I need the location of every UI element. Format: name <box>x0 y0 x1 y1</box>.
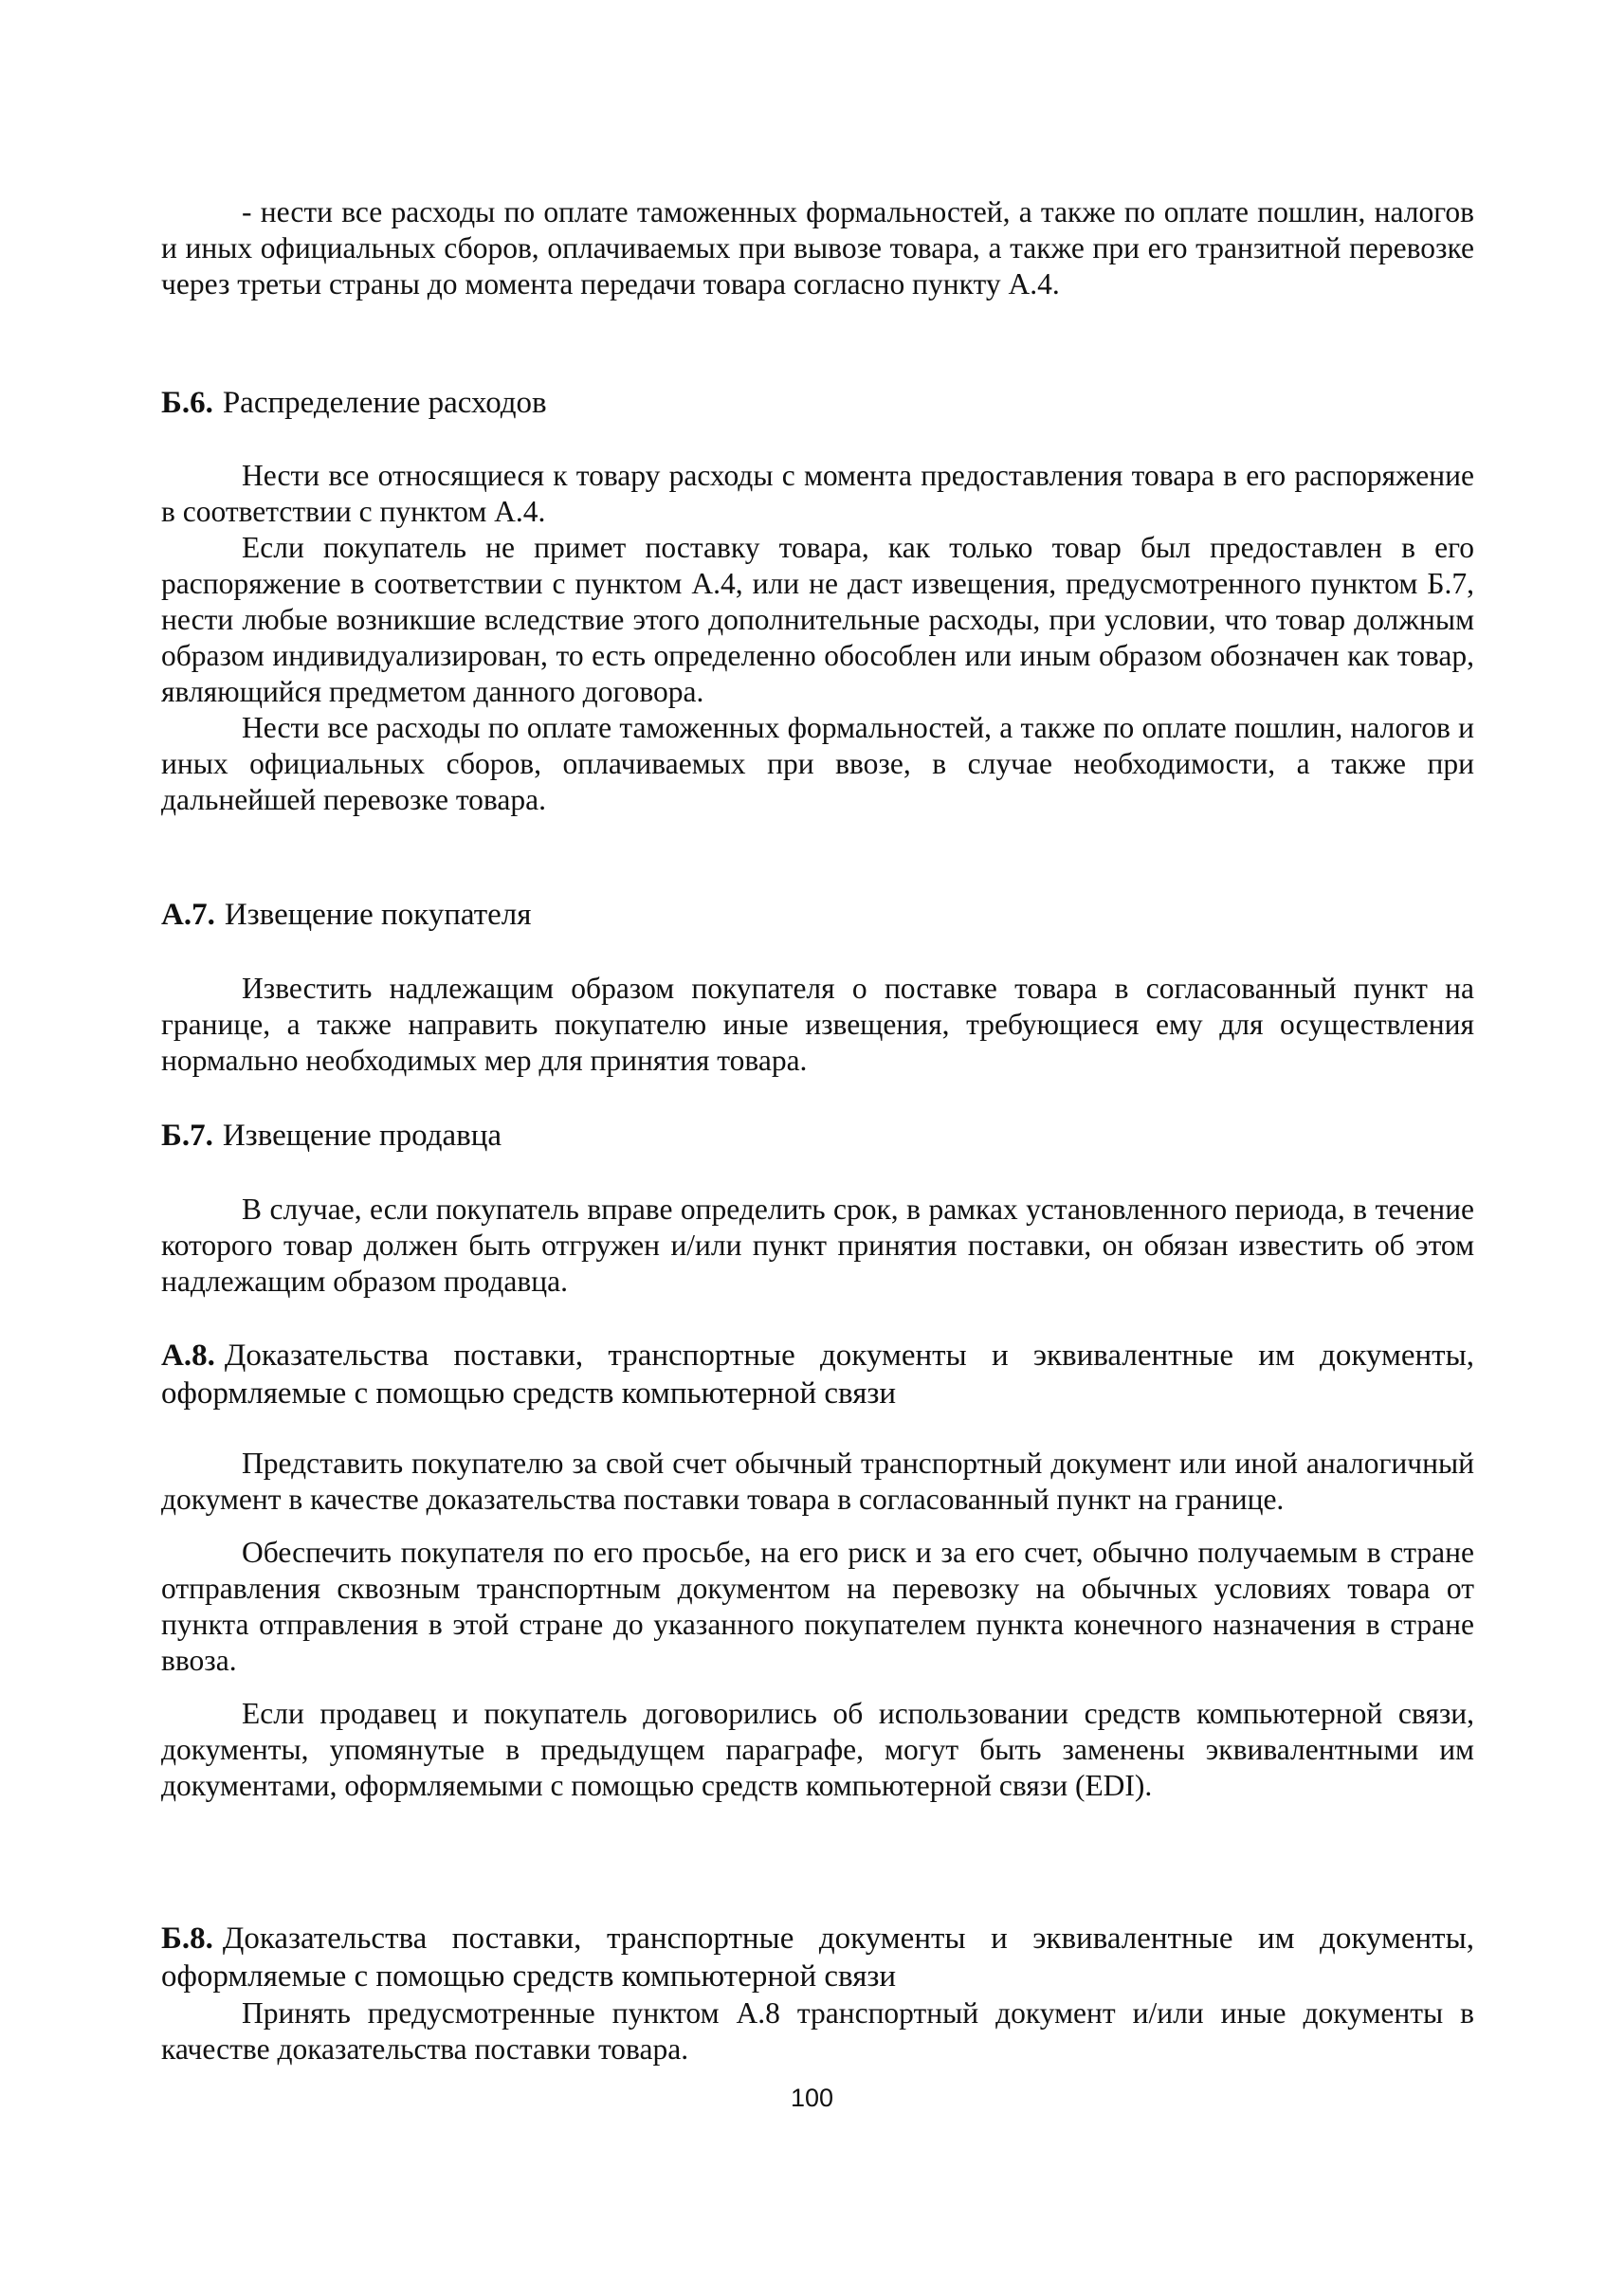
section-a8-body <box>161 1446 1474 1804</box>
section-title: Доказательства поставки, транспортные документы и эквивалентные им документы, оформляемые с помощью средств компьютерной связи <box>161 1339 1474 1411</box>
section-number: Б.6. <box>161 386 213 420</box>
section-number: Б.8. <box>161 1922 213 1956</box>
paragraph: Если покупатель не примет поставку товара, как только товар был предоставлен в его распоряжение в соответствии с пунктом А.4, или не даст извещения, предусмотренного пунктом Б.7, нести любые возникшие вследствие этого дополнительные расходы, при условии, что товар должным образом индивидуализирован, то есть определенно обособлен или иным образом обозначен как товар, являющийся предметом данного договора. <box>161 531 1474 708</box>
section-title: Распределение расходов <box>222 386 547 420</box>
intro-paragraph: - нести все расходы по оплате таможенных формальностей, а также по оплате пошлин, налогов и иных официальных сборов, оплачиваемых при вывозе товара, а также при его транзитной перевозке через третьи страны до момента передачи товара согласно пункту А.4. <box>161 195 1474 301</box>
section-heading <box>161 1117 1474 1155</box>
section-number: А.8. <box>161 1339 215 1373</box>
section-b8 <box>161 1920 1474 2067</box>
paragraph: Нести все расходы по оплате таможенных формальностей, а также по оплате пошлин, налогов и иных официальных сборов, оплачиваемых при ввозе, в случае необходимости, а также при дальнейшей перевозке товара. <box>161 711 1474 816</box>
paragraph: Если продавец и покупатель договорились об использовании средств компьютерной связи, документы, упомянутые в предыдущем параграфе, могут быть заменены эквивалентными им документами, оформляемыми с помощью средств компьютерной связи (EDI). <box>161 1697 1474 1802</box>
section-title: Извещение продавца <box>222 1119 502 1153</box>
section-number: А.7. <box>161 898 215 932</box>
section-number: Б.7. <box>161 1119 213 1153</box>
section-b7 <box>161 1117 1474 1155</box>
section-heading <box>161 384 1474 422</box>
paragraph: Известить надлежащим образом покупателя о поставке товара в согласованный пункт на границе, а также направить покупателю иные извещения, требующиеся ему для осуществления нормально необходимых мер для принятия товара. <box>161 972 1474 1077</box>
section-b6-body <box>161 458 1474 818</box>
page-number: 100 <box>790 2084 834 2112</box>
paragraph: Принять предусмотренные пунктом А.8 транспортный документ и/или иные документы в качестве доказательства поставки товара. <box>161 1996 1474 2066</box>
intro-block <box>161 194 1474 302</box>
section-title: Извещение покупателя <box>224 898 532 932</box>
section-b6 <box>161 384 1474 422</box>
section-a8 <box>161 1337 1474 1412</box>
section-heading <box>161 1337 1474 1412</box>
section-a7-body <box>161 971 1474 1079</box>
section-a7 <box>161 896 1474 934</box>
paragraph: В случае, если покупатель вправе определить срок, в рамках установленного периода, в течение которого товар должен быть отгружен и/или пункт принятия поставки, он обязан известить об этом надлежащим образом продавца. <box>161 1193 1474 1298</box>
section-b7-body <box>161 1192 1474 1300</box>
paragraph: Обеспечить покупателя по его просьбе, на его риск и за его счет, обычно получаемым в стране отправления сквозным транспортным документом на перевозку на обычных условиях товара от пункта отправления в этой стране до указанного покупателем пункта конечного назначения в стране ввоза. <box>161 1536 1474 1677</box>
section-heading <box>161 1920 1474 1995</box>
section-heading <box>161 896 1474 934</box>
section-title: Доказательства поставки, транспортные документы и эквивалентные им документы, оформляемые с помощью средств компьютерной связи <box>161 1922 1474 1994</box>
paragraph: Представить покупателю за свой счет обычный транспортный документ или иной аналогичный документ в качестве доказательства поставки товара в согласованный пункт на границе. <box>161 1447 1474 1516</box>
paragraph: Нести все относящиеся к товару расходы с момента предоставления товара в его распоряжение в соответствии с пунктом А.4. <box>161 459 1474 528</box>
